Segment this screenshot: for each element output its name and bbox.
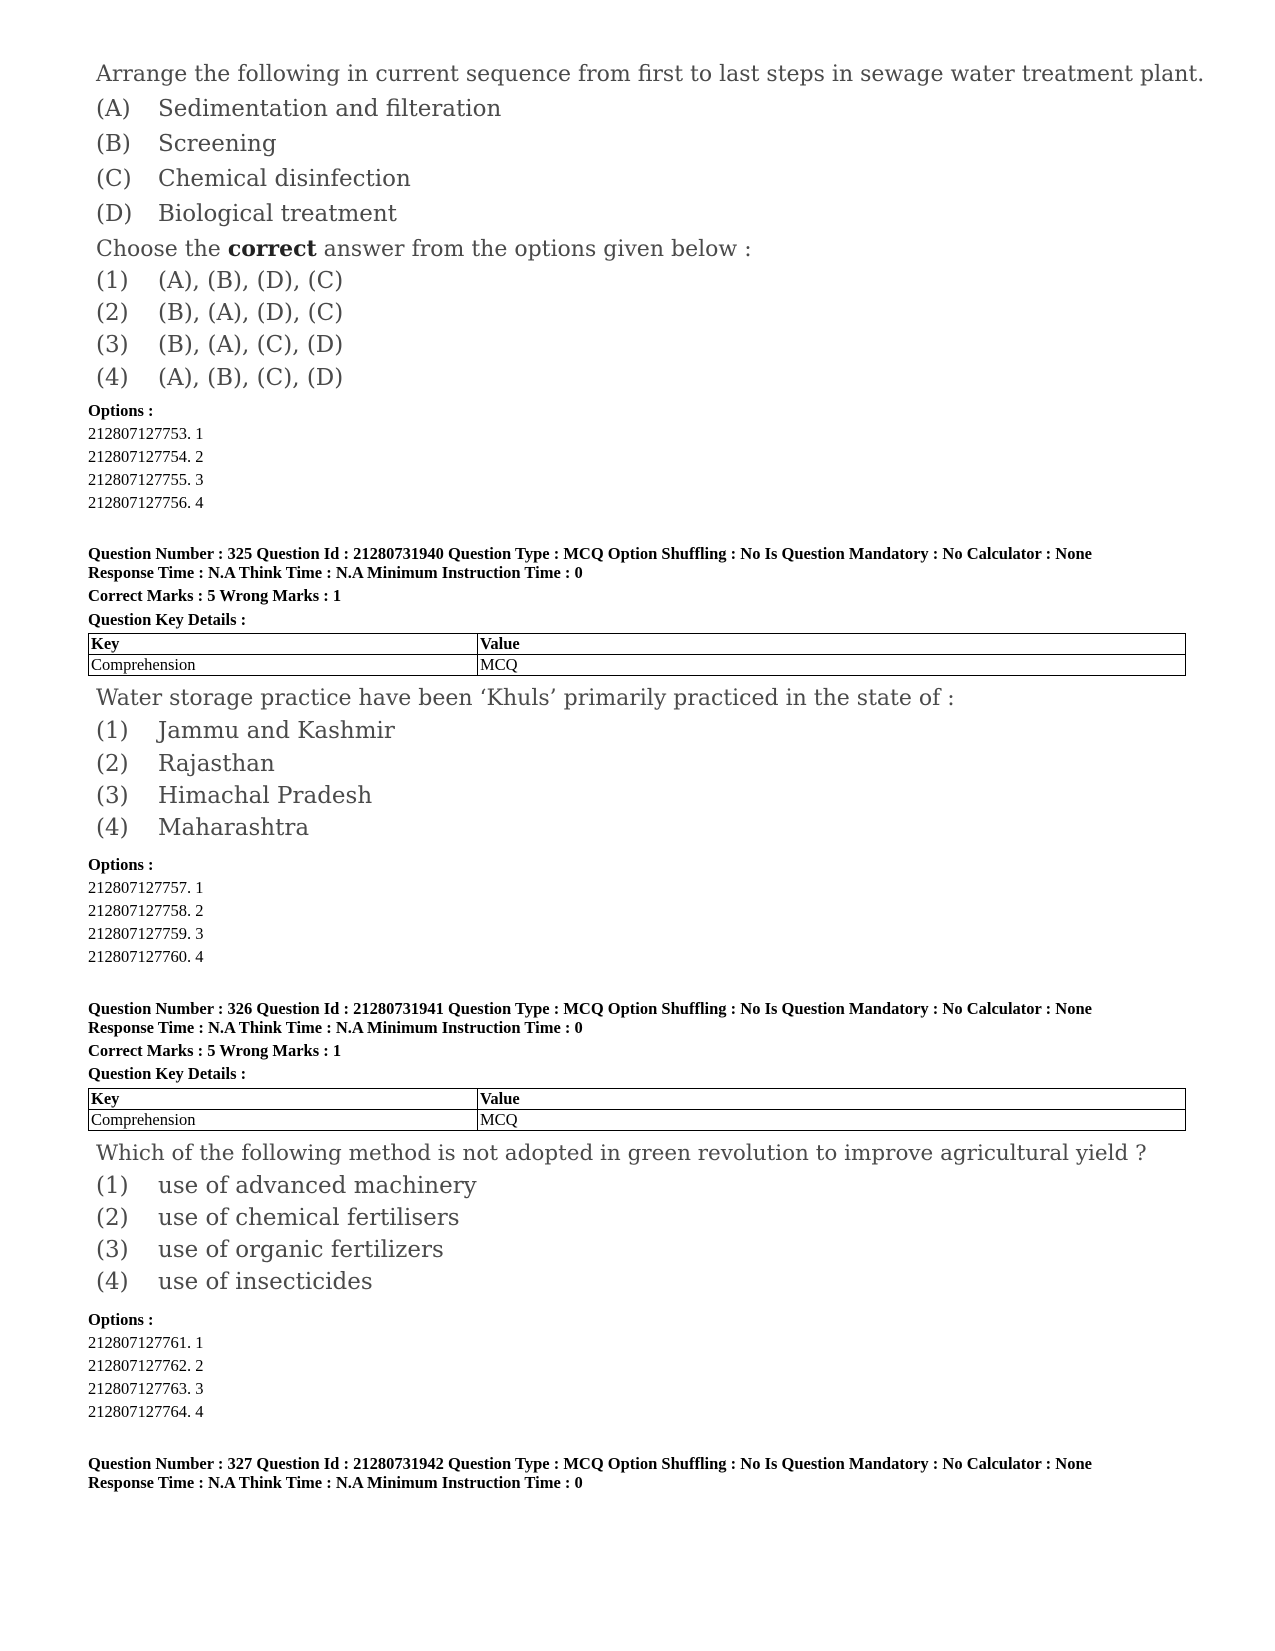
answer-text: Rajasthan: [158, 751, 275, 777]
choose-instruction: [96, 236, 752, 262]
answer-label: (4): [96, 1269, 129, 1295]
answer-label: (4): [96, 815, 129, 841]
option-id: 212807127762. 2: [88, 1356, 204, 1375]
answer-choice-3: [96, 783, 372, 809]
answer-label: (2): [96, 300, 129, 326]
option-id: 212807127753. 1: [88, 424, 204, 443]
question-header-line1: Question Number : 327 Question Id : 21280731942 Question Type : MCQ Option Shuffling : No Is Question Mandatory : No Calculator : None: [88, 1454, 1092, 1473]
row-key: Comprehension: [89, 655, 478, 676]
statement-text: Screening: [158, 131, 277, 157]
row-value: MCQ: [478, 1110, 1186, 1131]
key-details-label: Question Key Details :: [88, 1064, 247, 1083]
answer-choice-2: [96, 1205, 460, 1231]
row-value: MCQ: [478, 655, 1186, 676]
key-details-label: Question Key Details :: [88, 610, 247, 629]
answer-choice-2: [96, 751, 275, 777]
table-row: [89, 1110, 1186, 1131]
option-id: 212807127760. 4: [88, 947, 204, 966]
option-id: 212807127757. 1: [88, 878, 204, 897]
header-value: Value: [478, 634, 1186, 655]
header-key: Key: [89, 634, 478, 655]
answer-label: (3): [96, 1237, 129, 1263]
header-key: Key: [89, 1089, 478, 1110]
table-header-row: [89, 634, 1186, 655]
answer-choice-1: [96, 1173, 477, 1199]
statement-label: (D): [96, 201, 133, 227]
answer-text: use of chemical fertilisers: [158, 1205, 460, 1231]
statement-c: [96, 166, 411, 192]
statement-label: (A): [96, 96, 131, 122]
question-stem: Which of the following method is not adopted in green revolution to improve agricultural yield ?: [96, 1141, 1147, 1166]
marks-line: Correct Marks : 5 Wrong Marks : 1: [88, 586, 342, 605]
answer-text: use of organic fertilizers: [158, 1237, 444, 1263]
statement-label: (C): [96, 166, 132, 192]
option-id: 212807127761. 1: [88, 1333, 204, 1352]
choose-post: answer from the options given below :: [316, 237, 752, 262]
statement-text: Biological treatment: [158, 201, 397, 227]
answer-label: (2): [96, 1205, 129, 1231]
options-label: Options :: [88, 401, 154, 420]
answer-choice-1: [96, 268, 343, 294]
option-id: 212807127756. 4: [88, 493, 204, 512]
option-id: 212807127758. 2: [88, 901, 204, 920]
answer-choice-1: [96, 718, 395, 744]
marks-line: Correct Marks : 5 Wrong Marks : 1: [88, 1041, 342, 1060]
answer-choice-3: [96, 1237, 444, 1263]
table-row: [89, 655, 1186, 676]
answer-text: Jammu and Kashmir: [158, 718, 395, 744]
answer-choice-4: [96, 815, 309, 841]
option-id: 212807127759. 3: [88, 924, 204, 943]
answer-text: (B), (A), (C), (D): [158, 332, 344, 358]
answer-label: (3): [96, 783, 129, 809]
row-key: Comprehension: [89, 1110, 478, 1131]
answer-text: Himachal Pradesh: [158, 783, 373, 809]
statement-text: Sedimentation and filteration: [158, 96, 502, 122]
answer-text: use of insecticides: [158, 1269, 373, 1295]
answer-label: (1): [96, 268, 129, 294]
answer-label: (1): [96, 718, 129, 744]
answer-choice-3: [96, 332, 343, 358]
answer-label: (2): [96, 751, 129, 777]
option-id: 212807127754. 2: [88, 447, 204, 466]
answer-choice-2: [96, 300, 343, 326]
question-stem: Water storage practice have been ‘Khuls’ primarily practiced in the state of :: [96, 686, 955, 711]
question-header-line1: Question Number : 326 Question Id : 21280731941 Question Type : MCQ Option Shuffling : No Is Question Mandatory : No Calculator : None: [88, 999, 1092, 1018]
answer-text: (B), (A), (D), (C): [158, 300, 344, 326]
statement-b: [96, 131, 277, 157]
option-id: 212807127764. 4: [88, 1402, 204, 1421]
key-details-table: [88, 633, 1186, 676]
statement-text: Chemical disinfection: [158, 166, 411, 192]
options-label: Options :: [88, 1310, 154, 1329]
options-label: Options :: [88, 855, 154, 874]
option-id: 212807127755. 3: [88, 470, 204, 489]
question-header-line2: Response Time : N.A Think Time : N.A Minimum Instruction Time : 0: [88, 563, 583, 582]
answer-choice-4: [96, 1269, 373, 1295]
answer-label: (1): [96, 1173, 129, 1199]
question-header-line2: Response Time : N.A Think Time : N.A Minimum Instruction Time : 0: [88, 1473, 583, 1492]
answer-text: (A), (B), (D), (C): [158, 268, 344, 294]
answer-text: Maharashtra: [158, 815, 310, 841]
choose-pre: Choose the: [96, 237, 228, 262]
choose-bold: correct: [227, 236, 317, 262]
answer-choice-4: [96, 365, 343, 391]
statement-label: (B): [96, 131, 131, 157]
answer-text: use of advanced machinery: [158, 1173, 477, 1199]
answer-label: (4): [96, 365, 129, 391]
answer-label: (3): [96, 332, 129, 358]
key-details-table: [88, 1088, 1186, 1131]
question-header-line1: Question Number : 325 Question Id : 21280731940 Question Type : MCQ Option Shuffling : No Is Question Mandatory : No Calculator : None: [88, 544, 1092, 563]
statement-a: [96, 96, 501, 122]
question-stem: Arrange the following in current sequence from first to last steps in sewage water treatment plant.: [96, 62, 1205, 87]
table-header-row: [89, 1089, 1186, 1110]
option-id: 212807127763. 3: [88, 1379, 204, 1398]
question-header-line2: Response Time : N.A Think Time : N.A Minimum Instruction Time : 0: [88, 1018, 583, 1037]
statement-d: [96, 201, 397, 227]
answer-text: (A), (B), (C), (D): [158, 365, 344, 391]
header-value: Value: [478, 1089, 1186, 1110]
